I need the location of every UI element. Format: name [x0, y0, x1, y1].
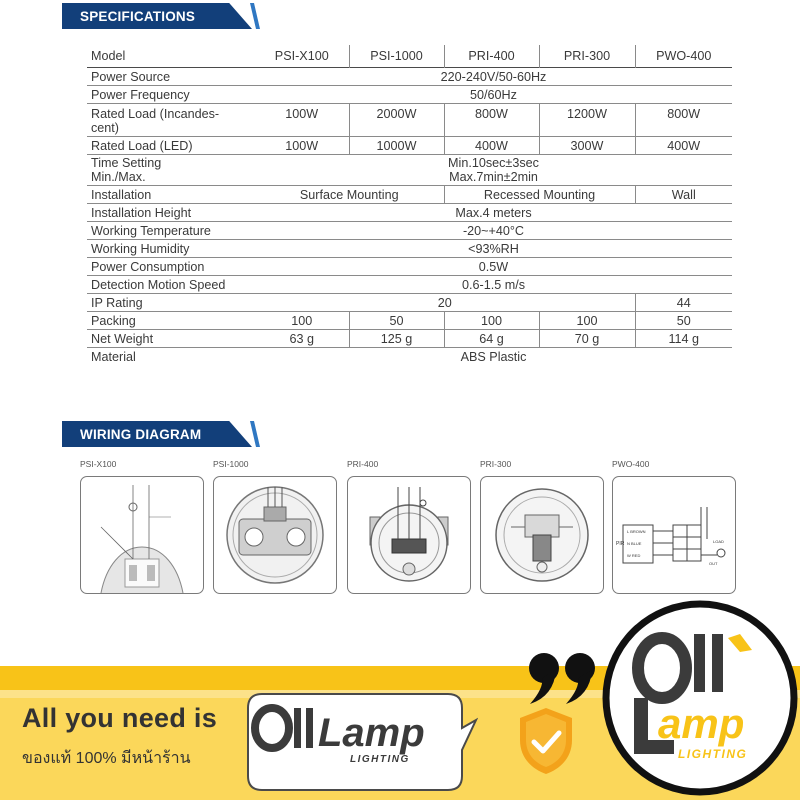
row-label: Power Source — [91, 69, 171, 84]
cell-value: 125 g — [349, 330, 444, 348]
cell-value: 114 g — [635, 330, 732, 348]
pwo-pir-label: PIR — [616, 541, 625, 547]
pwo-out-label: OUT — [709, 561, 718, 566]
cell-value: 800W — [635, 104, 732, 137]
table-row-net-weight — [87, 330, 732, 348]
model-name: PRI-400 — [444, 45, 539, 68]
wiring-diagram-psi-1000 — [213, 476, 337, 594]
pwo-terminal-label-1: L BROWN — [627, 529, 646, 534]
table-row-rated-load-incandescent — [87, 104, 732, 137]
slogan-text: All you need is — [22, 703, 218, 733]
brand-logo-circle — [600, 598, 800, 798]
row-label-line: Rated Load (Incandes- — [91, 107, 220, 121]
row-label: Detection Motion Speed — [91, 277, 226, 292]
cell-value: 20 — [437, 295, 452, 310]
cell-value: 0.6-1.5 m/s — [462, 277, 525, 292]
brand-logo-small — [250, 698, 460, 768]
cell-value: Recessed Mounting — [444, 186, 635, 204]
table-row-working-temperature — [87, 222, 732, 240]
table-row-model — [87, 45, 732, 68]
table-row-power-frequency — [87, 86, 732, 104]
row-label: Installation — [91, 187, 152, 202]
cell-value: ABS Plastic — [460, 349, 527, 364]
row-label: Net Weight — [91, 331, 154, 346]
wiring-diagram-pri-400 — [347, 476, 471, 594]
row-label — [87, 104, 255, 137]
row-label: Rated Load (LED) — [91, 138, 193, 153]
cell-value: 1000W — [349, 137, 444, 155]
cell-value: 100 — [291, 313, 313, 328]
cell-value: 100W — [285, 107, 319, 121]
pwo-load-label: LOAD — [713, 539, 724, 544]
table-row-time-setting — [87, 155, 732, 186]
table-row-power-source — [87, 68, 732, 86]
cell-value: Wall — [635, 186, 732, 204]
table-row-packing — [87, 312, 732, 330]
table-row-rated-load-led — [87, 137, 732, 155]
table-row-detection-speed — [87, 276, 732, 294]
wiring-diagram-pwo-400 — [612, 476, 736, 594]
specifications-table — [87, 45, 732, 366]
cell-value: 100 — [539, 312, 635, 330]
cell-value: 300W — [539, 137, 635, 155]
row-label: Working Temperature — [91, 223, 211, 238]
row-label: Material — [91, 349, 136, 364]
cell-value: 400W — [635, 137, 732, 155]
table-row-ip-rating — [87, 294, 732, 312]
specifications-banner — [62, 3, 252, 29]
thai-tagline: ของแท้ 100% มีหน้าร้าน — [22, 750, 191, 767]
cell-value: 50/60Hz — [470, 87, 517, 102]
model-name: PRI-300 — [539, 45, 635, 68]
wiring-label-pri-300: PRI-300 — [480, 459, 512, 469]
brand-logo-circle-wordmark: amp — [658, 700, 745, 747]
brand-logo-sub: LIGHTING — [350, 754, 410, 765]
wiring-label-pri-400: PRI-400 — [347, 459, 379, 469]
cell-value — [255, 155, 732, 186]
cell-value: 1200W — [539, 104, 635, 137]
cell-value: 800W — [444, 104, 539, 137]
time-setting-max: Max.7min±2min — [449, 170, 538, 184]
model-name: PSI-X100 — [274, 49, 329, 63]
cell-value: 44 — [635, 294, 732, 312]
quote-marks-icon — [522, 648, 612, 708]
shield-check-icon — [516, 706, 576, 776]
cell-value: Surface Mounting — [299, 187, 399, 202]
wiring-diagram-banner — [62, 421, 252, 447]
brand-logo-wordmark: Lamp — [318, 711, 425, 755]
row-label-line: Time Setting — [91, 156, 162, 170]
table-row-power-consumption — [87, 258, 732, 276]
wiring-label-psi-1000: PSI-1000 — [213, 459, 249, 469]
cell-value: 63 g — [289, 331, 314, 346]
wiring-diagram-title: WIRING DIAGRAM — [80, 426, 202, 442]
row-label: IP Rating — [91, 295, 143, 310]
wiring-label-pwo-400: PWO-400 — [612, 459, 650, 469]
row-label: Power Frequency — [91, 87, 190, 102]
cell-value: 220-240V/50-60Hz — [440, 69, 547, 84]
cell-value: 400W — [444, 137, 539, 155]
cell-value: 50 — [349, 312, 444, 330]
row-label-line: cent) — [91, 121, 119, 135]
table-row-material — [87, 348, 732, 366]
cell-value: 0.5W — [478, 259, 509, 274]
table-row-installation-height — [87, 204, 732, 222]
cell-value: 64 g — [444, 330, 539, 348]
wiring-label-psi-x100: PSI-X100 — [80, 459, 117, 469]
pwo-terminal-label-3: W RED — [627, 553, 641, 558]
row-label: Installation Height — [91, 205, 192, 220]
row-label: Power Consumption — [91, 259, 205, 274]
cell-value: 2000W — [349, 104, 444, 137]
row-label: Working Humidity — [91, 241, 190, 256]
cell-value: Max.4 meters — [455, 205, 532, 220]
row-label — [87, 155, 255, 186]
row-label: Packing — [91, 313, 136, 328]
cell-value: 50 — [635, 312, 732, 330]
wiring-diagram-pri-300 — [480, 476, 604, 594]
cell-value: 70 g — [539, 330, 635, 348]
specifications-title: SPECIFICATIONS — [80, 8, 196, 24]
pwo-terminal-label-2: N BLUE — [627, 541, 642, 546]
brand-logo-circle-sub: LIGHTING — [678, 747, 748, 761]
table-row-installation — [87, 186, 732, 204]
row-label-line: Min./Max. — [91, 170, 146, 184]
model-name: PWO-400 — [635, 45, 732, 68]
model-name: PSI-1000 — [349, 45, 444, 68]
cell-value: 100 — [444, 312, 539, 330]
table-row-working-humidity — [87, 240, 732, 258]
cell-value: 100W — [285, 138, 319, 153]
wiring-diagram-psi-x100 — [80, 476, 204, 594]
cell-value: <93%RH — [468, 241, 519, 256]
cell-value: -20~+40°C — [462, 223, 525, 238]
time-setting-min: Min.10sec±3sec — [448, 156, 539, 170]
row-label: Model — [91, 49, 126, 63]
